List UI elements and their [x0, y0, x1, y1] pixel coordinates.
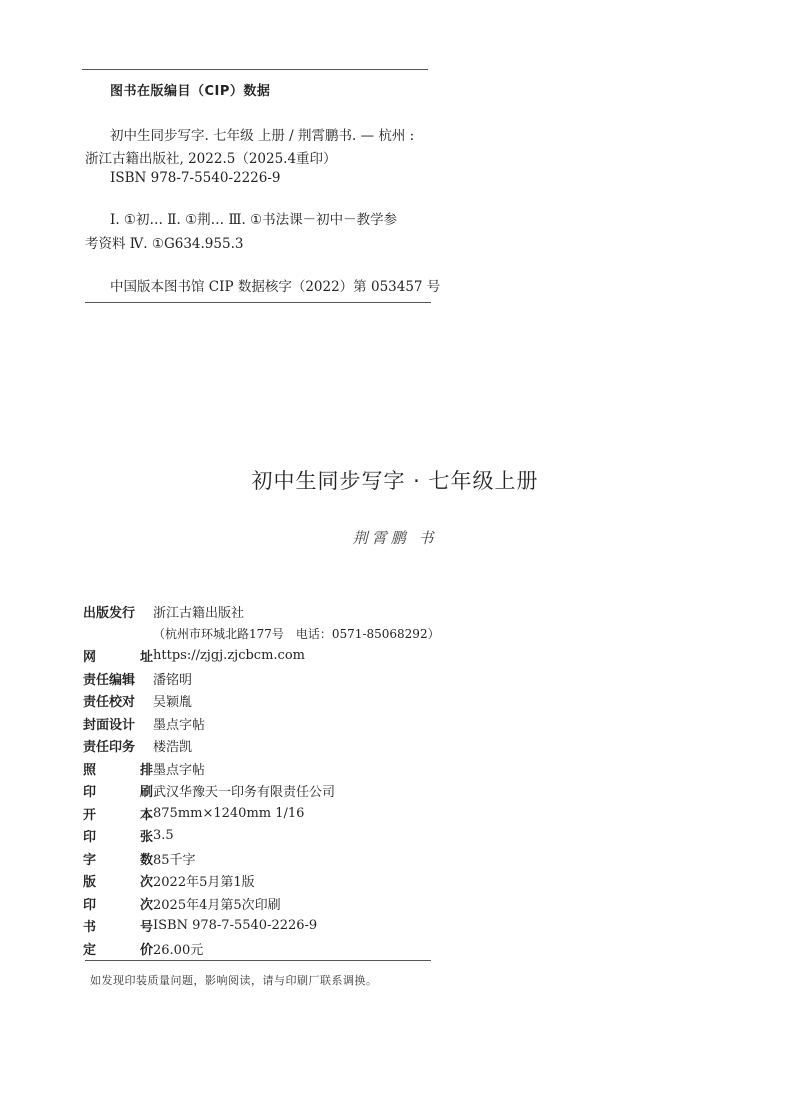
info-row-website: [83, 645, 483, 668]
publisher-address: （杭州市环城北路177号 电话：0571-85068292）: [153, 627, 440, 641]
info-value: 楼浩凯: [153, 740, 193, 756]
info-label: 网 址: [83, 650, 153, 666]
cip-top-rule: [82, 69, 428, 70]
info-row: [83, 847, 483, 870]
info-label: 开 本: [83, 807, 153, 823]
info-row: [83, 892, 483, 915]
cip-bottom-rule: [85, 302, 431, 303]
cip-number: 中国版本图书馆 CIP 数据核字（2022）第 053457 号: [110, 279, 441, 295]
info-row: [83, 712, 483, 735]
info-value: 墨点字帖: [153, 762, 206, 778]
info-label: 印 次: [83, 897, 153, 913]
info-label: 印 张: [83, 830, 153, 846]
footer-note: 如发现印装质量问题，影响阅读，请与印刷厂联系调换。: [90, 974, 378, 987]
cip-class-2: 考资料 Ⅳ. ①G634.955.3: [85, 236, 244, 252]
info-row-publisher: [83, 600, 483, 623]
info-value: 浙江古籍出版社: [153, 605, 245, 621]
cip-line-1: 初中生同步写字. 七年级 上册 / 荆霄鹏书. — 杭州 :: [110, 128, 415, 144]
info-value: 3.5: [153, 828, 174, 844]
info-value: ISBN 978-7-5540-2226-9: [153, 918, 318, 934]
info-label: 照 排: [83, 762, 153, 778]
cip-title: 图书在版编目（CIP）数据: [110, 84, 271, 99]
info-value: 2025年4月第5次印刷: [153, 897, 281, 913]
info-row: [83, 937, 483, 960]
cip-class-1: Ⅰ. ①初… Ⅱ. ①荆… Ⅲ. ①书法课－初中－教学参: [110, 212, 398, 228]
info-label: 出版发行: [83, 605, 136, 621]
info-label: 字 数: [83, 852, 153, 868]
info-value-link[interactable]: https://zjgj.zjcbcm.com: [153, 648, 305, 664]
info-label: 责任编辑: [83, 672, 136, 688]
cip-isbn: ISBN 978-7-5540-2226-9: [110, 170, 281, 186]
info-value: 吴颖胤: [153, 695, 193, 711]
info-row: [83, 735, 483, 758]
info-value: 26.00元: [153, 942, 204, 958]
info-row: [83, 802, 483, 825]
info-row: [83, 870, 483, 893]
info-value: 2022年5月第1版: [153, 875, 255, 891]
info-row: [83, 915, 483, 938]
footer-rule: [85, 960, 431, 961]
info-row: [83, 825, 483, 848]
info-label: 定 价: [83, 942, 153, 958]
info-label: 印 刷: [83, 785, 153, 801]
cip-line-2: 浙江古籍出版社, 2022.5（2025.4重印）: [85, 151, 337, 167]
info-value: 875mm×1240mm 1/16: [153, 805, 305, 821]
info-label: 责任印务: [83, 740, 136, 756]
info-value: 85千字: [153, 852, 196, 868]
info-label: 封面设计: [83, 717, 136, 733]
info-label: 书 号: [83, 920, 153, 936]
info-row: [83, 780, 483, 803]
info-label: 版 次: [83, 875, 153, 891]
info-label: 责任校对: [83, 695, 136, 711]
book-title: 初中生同步写字 · 七年级上册: [251, 469, 539, 493]
info-value: 武汉华豫天一印务有限责任公司: [153, 785, 336, 801]
info-value: 潘铭明: [153, 672, 193, 688]
info-value: 墨点字帖: [153, 717, 206, 733]
info-row: [83, 667, 483, 690]
info-row: [83, 690, 483, 713]
info-row: [83, 757, 483, 780]
publication-info: [83, 600, 483, 960]
book-author: 荆霄鹏 书: [352, 529, 438, 547]
